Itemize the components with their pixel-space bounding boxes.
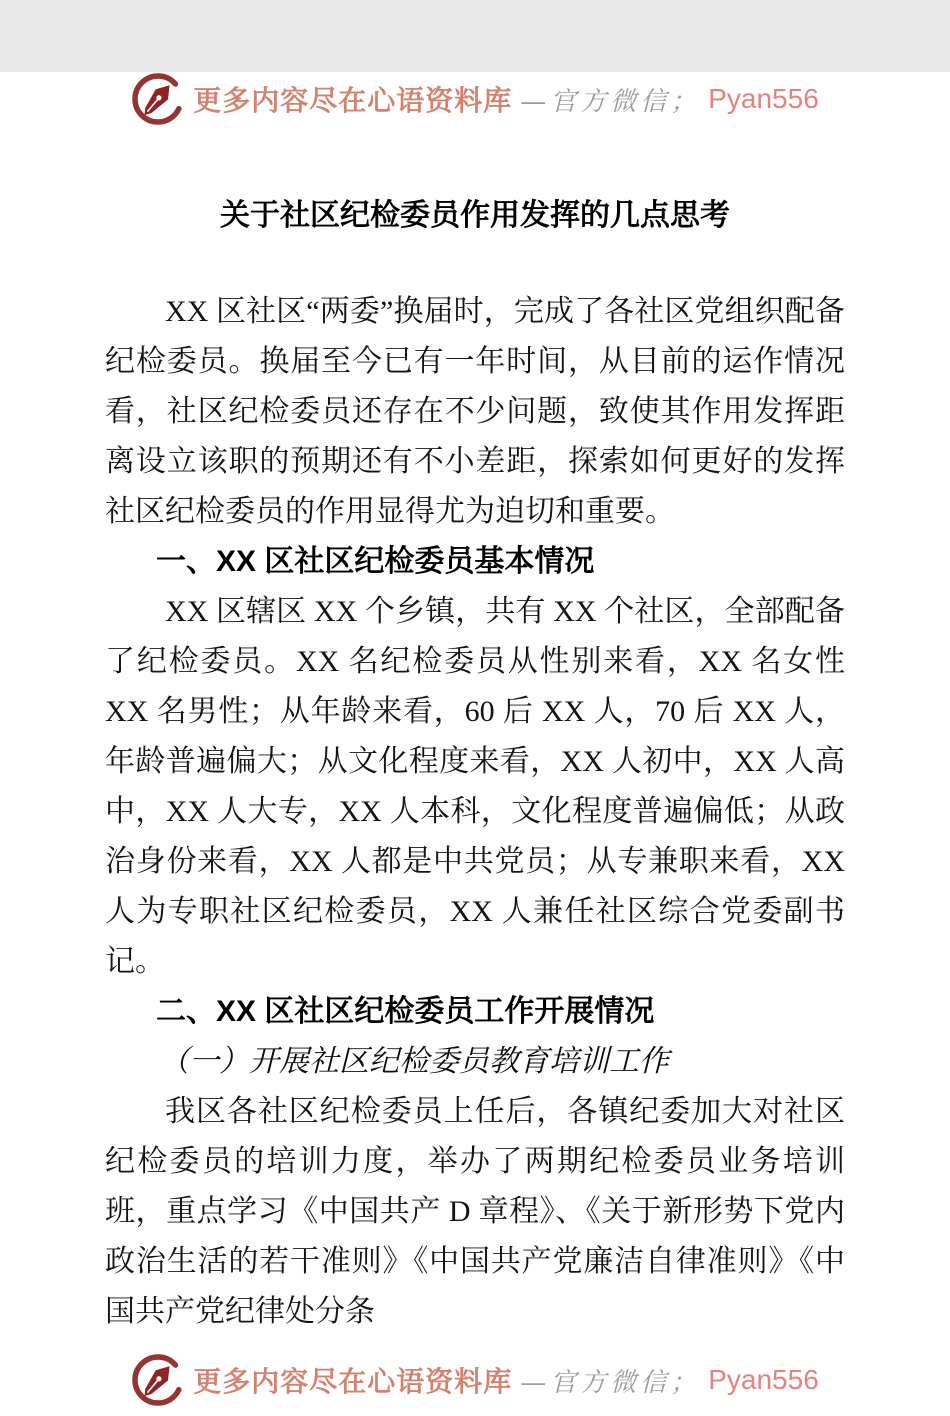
paragraph: 我区各社区纪检委员上任后，各镇纪委加大对社区纪检委员的培训力度，举办了两期纪检委员业务培训班，重点学习《中国共产 D 章程》、《关于新形势下党内政治生活的若干准则》《中国共产党廉洁自律准则》《中国共产党纪律处分条	[105, 1095, 845, 1328]
watermark-wechat-label: —官方微信；	[520, 86, 701, 117]
document-body	[105, 287, 845, 1337]
section-heading: 一、XX 区社区纪检委员基本情况	[156, 545, 595, 578]
watermark-wechat-id: Pyan556	[708, 83, 819, 114]
footer-watermark	[0, 1353, 950, 1407]
document-title: 关于社区纪检委员作用发挥的几点思考	[220, 199, 730, 232]
watermark-wechat-id: Pyan556	[708, 1364, 819, 1395]
header-watermark	[0, 72, 950, 126]
pen-nib-logo-icon	[131, 1353, 185, 1407]
paragraph: XX 区辖区 XX 个乡镇，共有 XX 个社区，全部配备了纪检委员。XX 名纪检委员从性别来看，XX 名女性 XX 名男性；从年龄来看，60 后 XX 人，70 后 XX 人，年龄普遍偏大；从文化程度来看，XX 人初中，XX 人高中，XX 人大专，XX 人本科，文化程度普遍偏低；从政治身份来看，XX 人都是中共党员；从专兼职来看，XX 人为专职社区纪检委员，XX 人兼任社区综合党委副书记。	[105, 595, 845, 978]
pen-nib-logo-icon	[131, 72, 185, 126]
section-heading: 二、XX 区社区纪检委员工作开展情况	[156, 995, 655, 1028]
watermark-wechat-label: —官方微信；	[520, 1367, 701, 1398]
document-page	[0, 72, 950, 1416]
watermark-text: 更多内容尽在心语资料库	[193, 1367, 513, 1398]
sub-heading: （一）开展社区纪检委员教育培训工作	[159, 1044, 669, 1079]
watermark-text: 更多内容尽在心语资料库	[193, 86, 513, 117]
paragraph: XX 区社区“两委”换届时，完成了各社区党组织配备纪检委员。换届至今已有一年时间，从目前的运作情况看，社区纪检委员还存在不少问题，致使其作用发挥距离设立该职的预期还有不小差距，探索如何更好的发挥社区纪检委员的作用显得尤为迫切和重要。	[105, 295, 845, 528]
